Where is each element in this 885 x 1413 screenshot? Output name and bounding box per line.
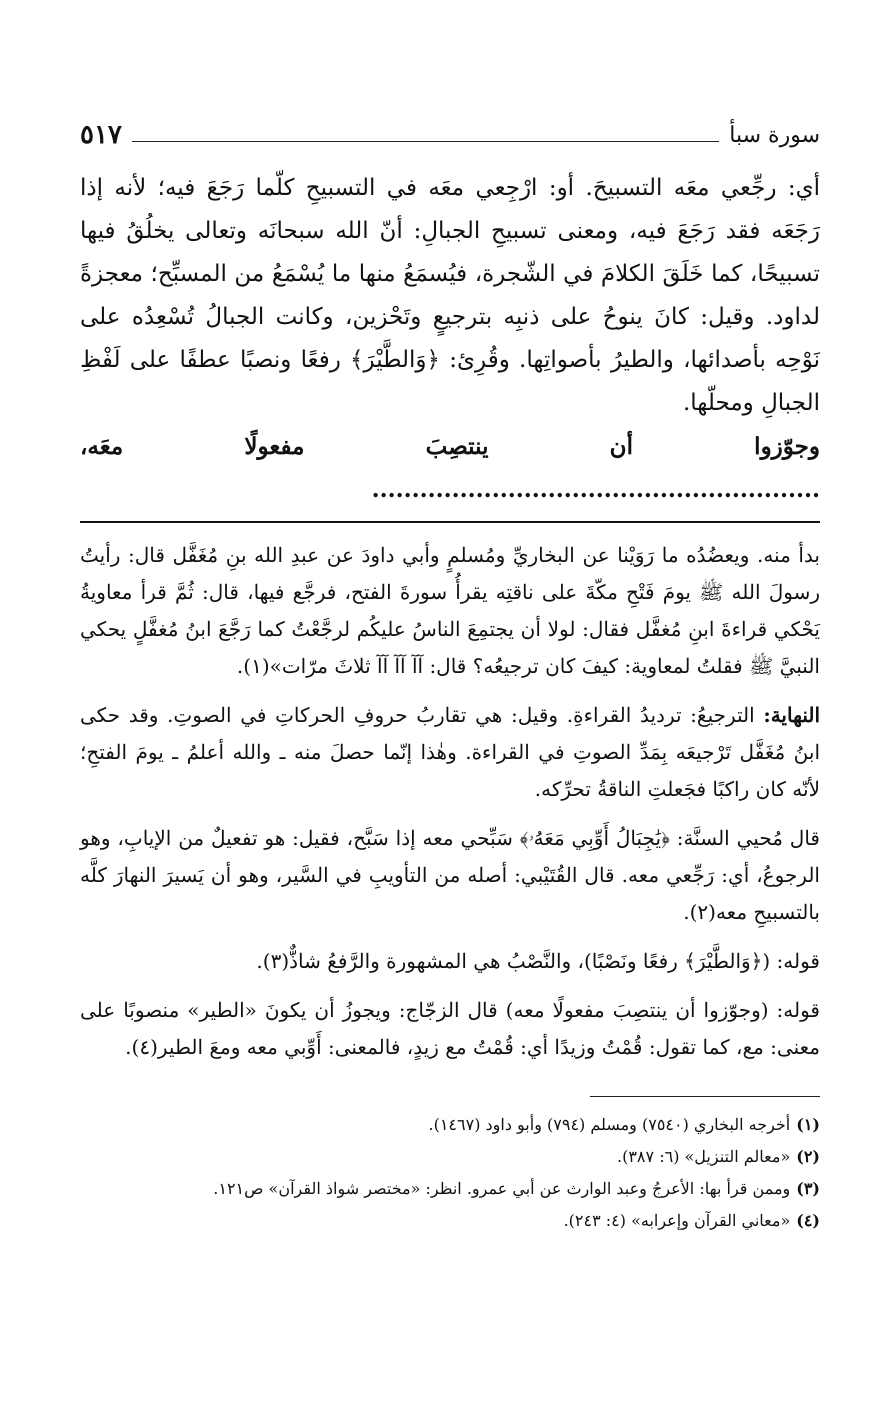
footnotes: [80, 1109, 820, 1237]
footnote: [80, 1205, 820, 1237]
footnote-text: «معالم التنزيل» (٦: ٣٨٧).: [617, 1147, 791, 1166]
commentary-paragraph: [80, 697, 820, 808]
surah-title: سورة سبأ: [729, 122, 820, 148]
section-divider: [80, 521, 820, 523]
paragraph-text: الترجيعُ: ترديدُ القراءةِ. وقيل: هي تقاربُ حروفِ الحركاتِ في الصوتِ. وقد حكى ابنُ مُغَفَّل تَرْجيعَه بِمَدِّ الصوتِ في القراءة. وهٰذا إنّما حصلَ منه ـ والله أعلمُ ـ يومَ الفتحِ؛ لأنّه كان راكبًا فجَعلتِ الناقةُ تحرِّكه.: [80, 703, 820, 801]
commentary: [80, 537, 820, 1066]
main-text-line: فقد رَجَعَ فيه، ومعنى تسبيحِ الجبالِ: أنّ الله سبحانَه وتعالى يخلُقُ فيها تسبيحًا، كما: [80, 218, 820, 287]
footnote-text: «معاني القرآن وإعرابه» (٤: ٢٤٣).: [563, 1211, 791, 1230]
page-number: ٥١٧: [80, 120, 122, 150]
commentary-paragraph: [80, 943, 820, 980]
paragraph-text: بدأ منه. ويعضُدُه ما رَوَيْنا عن البخاريِّ ومُسلمٍ وأبي داودَ عن عبدِ الله بنِ مُغَفَّل قال: رأيتُ رسولَ الله ﷺ يومَ فَتْحِ مكّةَ على ناقتِه يقرأُ سورةَ الفتح، فرجَّع فيها، قال: ثُمَّ قرأ معاويةُ يَحْكي قراءةَ ابنِ مُغفَّل فقال: لولا أن يجتمِعَ الناسُ عليكُم لرجَّعْتُ كما رَجَّعَ ابنُ مُغفَّلٍ يحكي النبيَّ ﷺ فقلتُ لمعاوية: كيفَ كان ترجيعُه؟ قال: آآ آآ آآ ثلاثَ مرّات»(١).: [80, 543, 820, 678]
footnote-number: (٣): [796, 1179, 820, 1198]
commentary-paragraph: [80, 537, 820, 685]
footnote: [80, 1109, 820, 1141]
commentary-paragraph: [80, 992, 820, 1066]
main-text-last-line: وجوّزوا أن ينتصِبَ مفعولًا معَه، ........................................................: [80, 433, 820, 503]
paragraph-lead: النهاية:: [763, 703, 820, 727]
footnote-number: (١): [796, 1115, 820, 1134]
commentary-paragraph: [80, 820, 820, 931]
main-text: [80, 167, 820, 511]
footnote-number: (٢): [796, 1147, 820, 1166]
paragraph-text: قوله: (وجوّزوا أن ينتصِبَ مفعولًا معه) قال الزجّاج: ويجوزُ أن يكونَ «الطير» منصوبًا على معنى: مع، كما تقول: قُمْتُ وزيدًا أي: قُمْتُ مع زيدٍ، فالمعنى: أَوِّبي معه ومعَ الطير(٤).: [80, 998, 820, 1059]
main-text-line: خَلَقَ الكلامَ في الشّجرة، فيُسمَعُ منها ما يُسْمَعُ من المسبِّح؛ معجزةً لداود. وقيل:: [80, 261, 820, 330]
paragraph-text: قال مُحيي السنَّة: ﴿يَٰجِبَالُ أَوِّبِي مَعَهُۥ﴾ سَبِّحي معه إذا سَبَّح، فقيل: هو تفعيلٌ من الإيابِ، وهو الرجوعُ، أي: رَجِّعي معه. قال القُتَيْبي: أصله من التأويبِ في السَّير، وهو أن يَسيرَ النهارَ كلَّه بالتسبيحِ معه(٢).: [80, 826, 820, 924]
running-head: [80, 115, 820, 155]
paragraph-text: قوله: (﴿وَالطَّيْرَ﴾ رفعًا ونَصْبًا)، والنَّصْبُ هي المشهورة والرَّفعُ شاذٌّ(٣).: [256, 949, 820, 973]
footnote: [80, 1141, 820, 1173]
header-rule: [132, 141, 719, 142]
footnote-text: أخرجه البخاري (٧٥٤٠) ومسلم (٧٩٤) وأبو داود (١٤٦٧).: [428, 1115, 791, 1134]
main-text-line: كانَ ينوحُ على ذنبِه بترجيعٍ وتَحْزين، وكانت الجبالُ تُسْعِدُه على نَوْحِه بأصدائها،: [80, 304, 820, 373]
main-text-line: أي: رجِّعي معَه التسبيحَ. أو: ارْجِعي معَه في التسبيحِ كلّما رَجَعَ فيه؛ لأنه إذا رَجَعَه: [80, 175, 820, 244]
footnote-number: (٤): [796, 1211, 820, 1230]
book-page: [80, 115, 820, 1237]
footnote-divider: [590, 1096, 820, 1097]
footnote: [80, 1173, 820, 1205]
footnote-text: وممن قرأ بها: الأعرجُ وعبد الوارث عن أبي عمرو. انظر: «مختصر شواذ القرآن» ص١٢١.: [213, 1179, 791, 1198]
main-text-line: والطيرُ بأصواتِها. وقُرِئ: ﴿وَالطَّيْرَ﴾ رفعًا ونصبًا عطفًا على لَفْظِ الجبالِ ومحلّها.: [80, 347, 820, 416]
